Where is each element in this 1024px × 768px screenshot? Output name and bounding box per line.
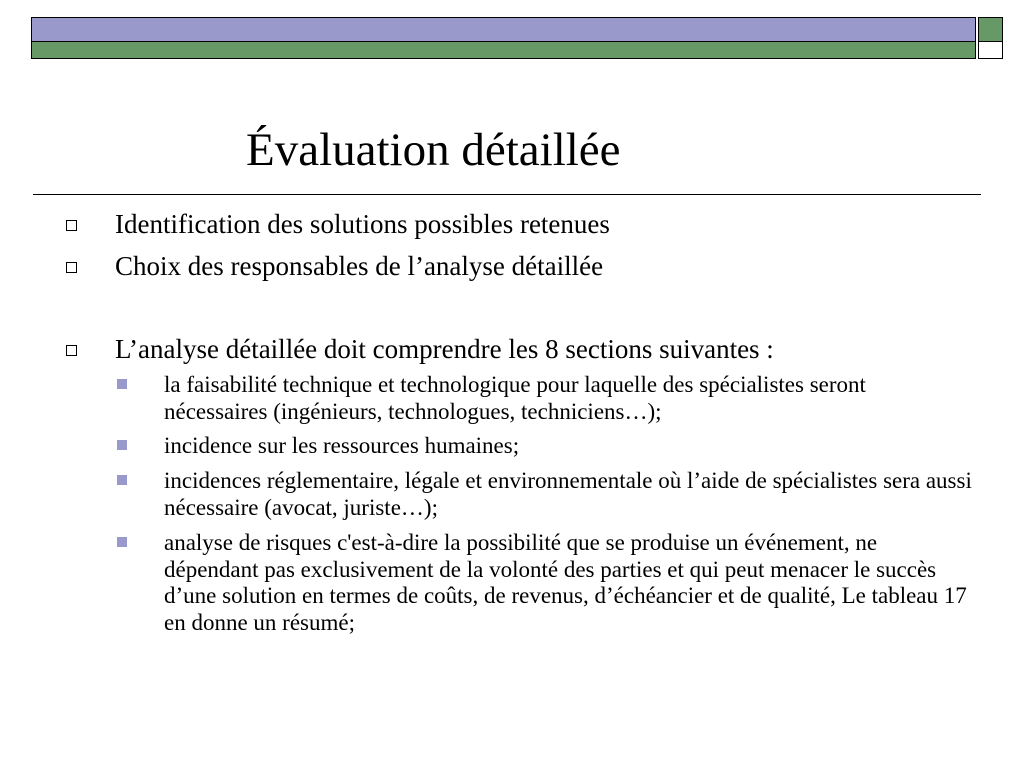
sub-bullet-item: incidence sur les ressources humaines; xyxy=(164,433,520,458)
slide-title: Évaluation détaillée xyxy=(246,124,621,176)
decorative-header-bars xyxy=(0,0,1024,70)
header-bar-green xyxy=(31,42,976,59)
sub-bullet-item: analyse de risques c'est-à-dire la possibilité que se produise un événement, ne dépendant pas exclusivement de la volonté des parties et qui peut menacer le succès d’une solution en termes de coûts, de revenus, d’échéancier et de qualité, Le tableau 17 en donne un résumé; xyxy=(164,530,967,635)
bullet-item: L’analyse détaillée doit comprendre les 8 sections suivantes : xyxy=(115,334,774,364)
hollow-square-icon xyxy=(66,345,77,356)
hollow-square-icon xyxy=(66,262,77,273)
filled-square-icon xyxy=(117,379,127,389)
header-bar-purple xyxy=(31,17,976,42)
title-divider xyxy=(33,194,981,195)
header-square-white xyxy=(978,42,1003,59)
bullet-item: Choix des responsables de l’analyse détaillée xyxy=(115,251,604,281)
filled-square-icon xyxy=(117,440,127,450)
hollow-square-icon xyxy=(66,220,77,231)
sub-bullet-item: la faisabilité technique et technologique pour laquelle des spécialistes seront nécessaires (ingénieurs, technologues, techniciens…); xyxy=(164,372,866,424)
filled-square-icon xyxy=(117,475,127,485)
bullet-item: Identification des solutions possibles retenues xyxy=(115,209,610,239)
sub-bullet-item: incidences réglementaire, légale et environnementale où l’aide de spécialistes sera aussi nécessaire (avocat, juriste…); xyxy=(164,468,972,520)
filled-square-icon xyxy=(117,537,127,547)
header-square-green xyxy=(978,17,1003,42)
